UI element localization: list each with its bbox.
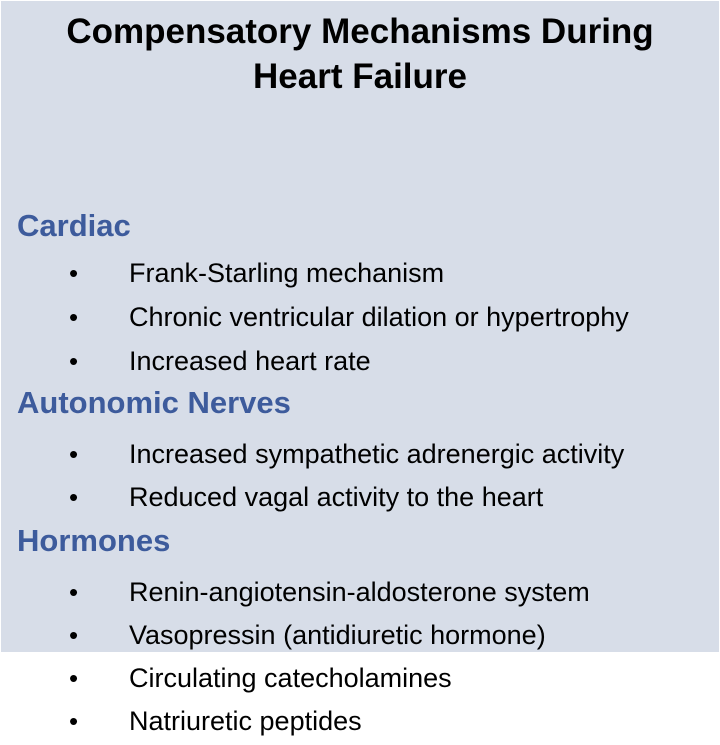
bullet-icon: • [69,302,79,332]
list-item [1,658,719,702]
bullet-icon: • [69,482,79,512]
bullet-icon: • [69,706,79,736]
list-item [1,572,719,616]
slide-title [1,1,719,99]
bullet-icon: • [69,577,79,607]
bullet-icon: • [69,663,79,693]
list-item-text: Vasopressin (antidiuretic hormone) [129,620,546,650]
list-item-text: Renin-angiotensin-aldosterone system [129,577,590,607]
list-item-text: Circulating catecholamines [129,663,452,693]
list-item [1,477,719,521]
bullet-icon: • [69,346,79,376]
list-item [1,615,719,659]
list-item [1,434,719,478]
list-item [1,297,719,341]
list-item-text: Reduced vagal activity to the heart [129,482,544,512]
slide [1,1,719,736]
list-item [1,341,719,385]
bullet-icon: • [69,439,79,469]
list-item-text: Increased sympathetic adrenergic activity [129,439,625,469]
list-item [1,701,719,745]
title-line-2: Heart Failure [253,57,467,96]
bullet-icon: • [69,620,79,650]
list-item-text: Chronic ventricular dilation or hypertrophy [129,302,629,332]
bullet-icon: • [69,258,79,288]
section-heading-hormones: Hormones [17,523,171,558]
section-heading-autonomic-nerves: Autonomic Nerves [17,385,291,420]
list-item-text: Natriuretic peptides [129,706,362,736]
section-heading-cardiac: Cardiac [17,208,131,243]
list-item-text: Frank-Starling mechanism [129,258,445,288]
list-item-text: Increased heart rate [129,346,371,376]
title-line-1: Compensatory Mechanisms During [66,12,654,51]
list-item [1,253,719,297]
